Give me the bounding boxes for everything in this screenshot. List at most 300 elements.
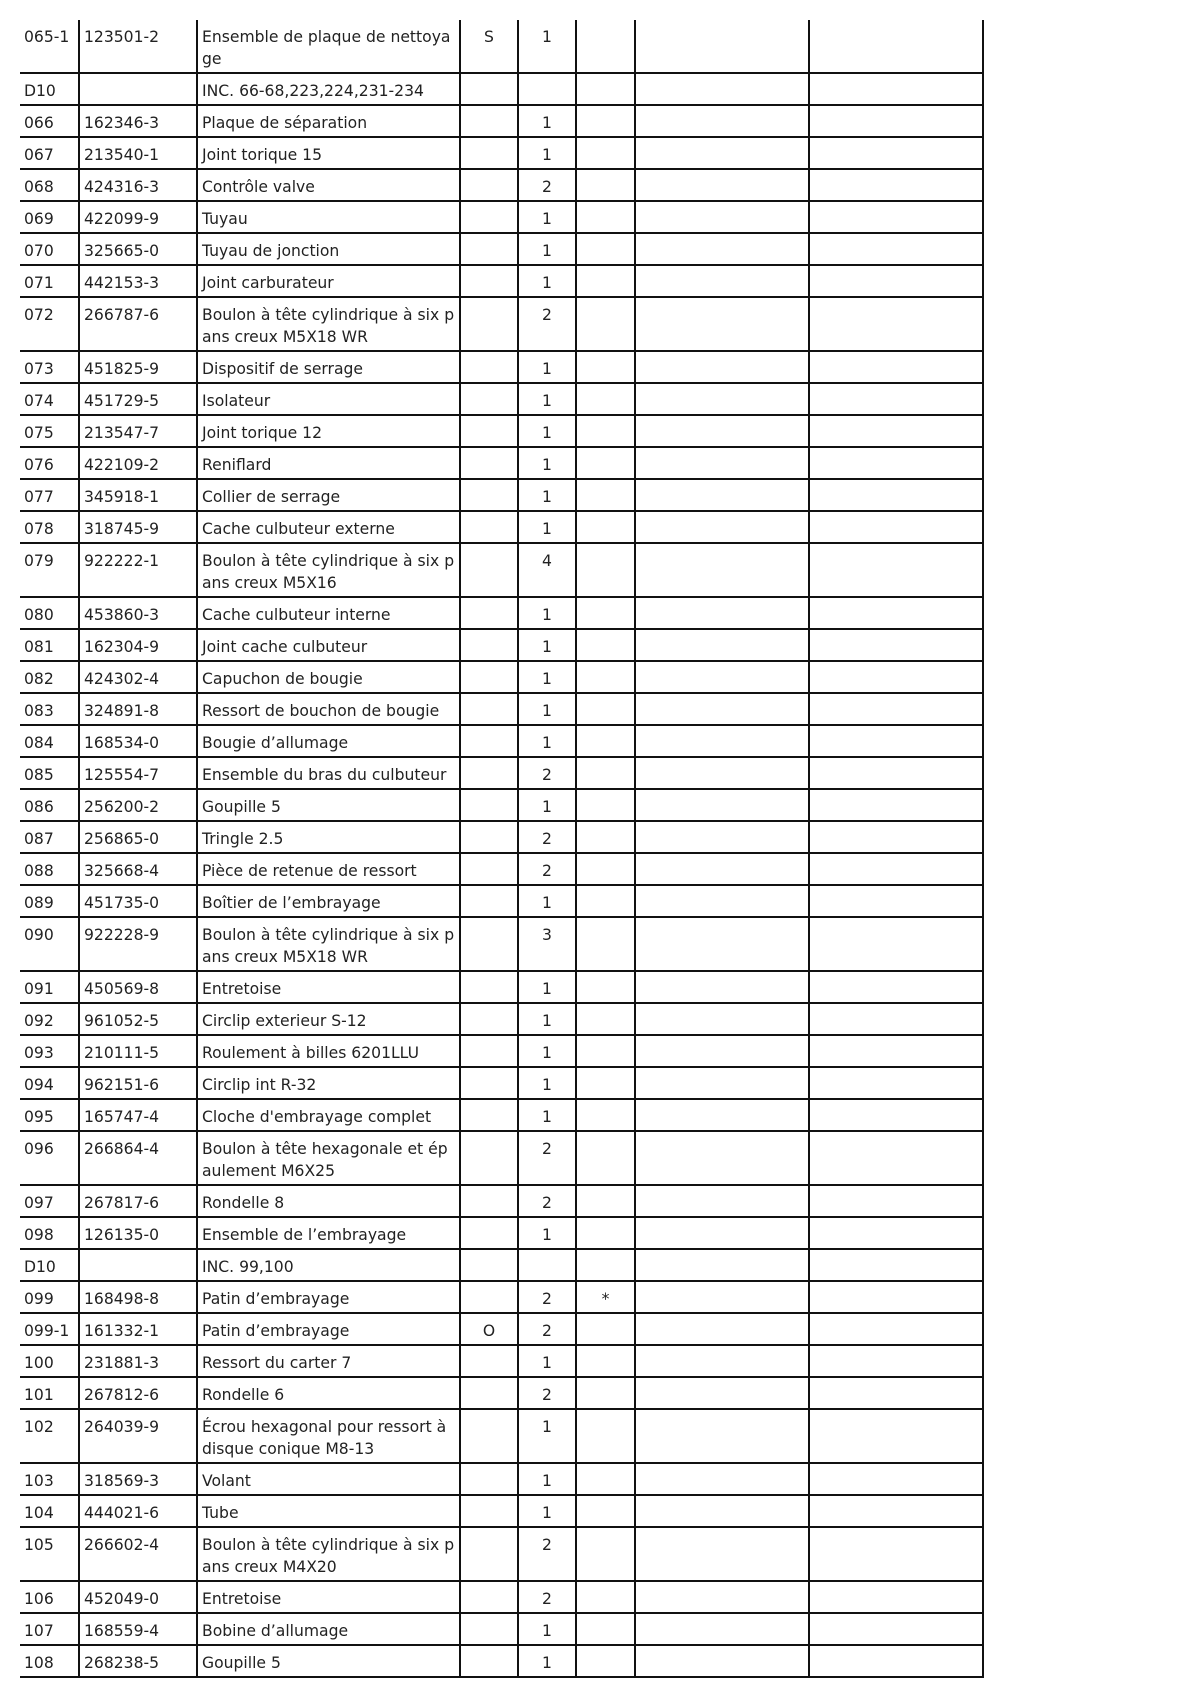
- item-number-cell: 083: [20, 693, 79, 725]
- empty-cell: [809, 917, 983, 971]
- empty-cell: [809, 1099, 983, 1131]
- empty-cell: [635, 297, 809, 351]
- quantity-cell: 1: [518, 201, 576, 233]
- part-number-cell: 422109-2: [79, 447, 197, 479]
- empty-cell: [635, 20, 809, 73]
- description-cell: Reniflard: [197, 447, 460, 479]
- table-row: [20, 971, 983, 1003]
- quantity-cell: 1: [518, 1099, 576, 1131]
- quantity-cell: 4: [518, 543, 576, 597]
- empty-cell: [635, 917, 809, 971]
- empty-cell: [809, 1131, 983, 1185]
- mark-cell: [576, 511, 635, 543]
- quantity-cell: 1: [518, 1345, 576, 1377]
- quantity-cell: 1: [518, 137, 576, 169]
- quantity-cell: [518, 1249, 576, 1281]
- quantity-cell: 2: [518, 1377, 576, 1409]
- item-number-cell: 108: [20, 1645, 79, 1677]
- empty-cell: [635, 1527, 809, 1581]
- empty-cell: [809, 661, 983, 693]
- empty-cell: [635, 853, 809, 885]
- empty-cell: [809, 1409, 983, 1463]
- table-row: [20, 693, 983, 725]
- parts-table-body: [20, 20, 983, 1677]
- quantity-cell: 3: [518, 917, 576, 971]
- empty-cell: [635, 661, 809, 693]
- mark-cell: [576, 1645, 635, 1677]
- part-number-cell: 162346-3: [79, 105, 197, 137]
- table-row: [20, 383, 983, 415]
- mark-cell: [576, 1313, 635, 1345]
- mark-cell: [576, 971, 635, 1003]
- item-number-cell: 096: [20, 1131, 79, 1185]
- part-number-cell: 325665-0: [79, 233, 197, 265]
- table-row: [20, 1527, 983, 1581]
- part-number-cell: 452049-0: [79, 1581, 197, 1613]
- quantity-cell: 1: [518, 447, 576, 479]
- quantity-cell: 2: [518, 169, 576, 201]
- quantity-cell: 1: [518, 1463, 576, 1495]
- item-number-cell: 107: [20, 1613, 79, 1645]
- part-number-cell: 318745-9: [79, 511, 197, 543]
- code-cell: [460, 917, 518, 971]
- table-row: [20, 351, 983, 383]
- mark-cell: [576, 447, 635, 479]
- quantity-cell: 1: [518, 1035, 576, 1067]
- empty-cell: [635, 265, 809, 297]
- item-number-cell: 097: [20, 1185, 79, 1217]
- mark-cell: *: [576, 1281, 635, 1313]
- empty-cell: [809, 885, 983, 917]
- empty-cell: [635, 1067, 809, 1099]
- empty-cell: [635, 757, 809, 789]
- item-number-cell: 075: [20, 415, 79, 447]
- empty-cell: [635, 971, 809, 1003]
- item-number-cell: 098: [20, 1217, 79, 1249]
- part-number-cell: 213540-1: [79, 137, 197, 169]
- item-number-cell: 072: [20, 297, 79, 351]
- empty-cell: [809, 543, 983, 597]
- part-number-cell: 210111-5: [79, 1035, 197, 1067]
- item-number-cell: 082: [20, 661, 79, 693]
- empty-cell: [809, 1281, 983, 1313]
- empty-cell: [809, 73, 983, 105]
- empty-cell: [809, 233, 983, 265]
- code-cell: [460, 1281, 518, 1313]
- item-number-cell: 081: [20, 629, 79, 661]
- table-row: [20, 1281, 983, 1313]
- part-number-cell: 345918-1: [79, 479, 197, 511]
- empty-cell: [809, 1345, 983, 1377]
- description-cell: Ressort du carter 7: [197, 1345, 460, 1377]
- part-number-cell: 453860-3: [79, 597, 197, 629]
- mark-cell: [576, 1527, 635, 1581]
- quantity-cell: 1: [518, 1409, 576, 1463]
- part-number-cell: 422099-9: [79, 201, 197, 233]
- code-cell: [460, 629, 518, 661]
- empty-cell: [635, 1409, 809, 1463]
- mark-cell: [576, 821, 635, 853]
- code-cell: [460, 725, 518, 757]
- item-number-cell: 089: [20, 885, 79, 917]
- code-cell: [460, 789, 518, 821]
- part-number-cell: 264039-9: [79, 1409, 197, 1463]
- item-number-cell: 094: [20, 1067, 79, 1099]
- empty-cell: [635, 383, 809, 415]
- table-row: [20, 1409, 983, 1463]
- part-number-cell: 444021-6: [79, 1495, 197, 1527]
- description-cell: Plaque de séparation: [197, 105, 460, 137]
- code-cell: [460, 105, 518, 137]
- table-row: [20, 1217, 983, 1249]
- part-number-cell: 162304-9: [79, 629, 197, 661]
- empty-cell: [635, 629, 809, 661]
- description-cell: Joint torique 12: [197, 415, 460, 447]
- item-number-cell: 078: [20, 511, 79, 543]
- quantity-cell: 2: [518, 1581, 576, 1613]
- mark-cell: [576, 479, 635, 511]
- item-number-cell: 087: [20, 821, 79, 853]
- code-cell: [460, 1249, 518, 1281]
- part-number-cell: 168559-4: [79, 1613, 197, 1645]
- code-cell: [460, 693, 518, 725]
- part-number-cell: 125554-7: [79, 757, 197, 789]
- table-row: [20, 1495, 983, 1527]
- code-cell: [460, 73, 518, 105]
- empty-cell: [635, 137, 809, 169]
- empty-cell: [809, 201, 983, 233]
- code-cell: S: [460, 20, 518, 73]
- code-cell: [460, 137, 518, 169]
- part-number-cell: 962151-6: [79, 1067, 197, 1099]
- part-number-cell: 450569-8: [79, 971, 197, 1003]
- table-row: [20, 885, 983, 917]
- part-number-cell: 451729-5: [79, 383, 197, 415]
- empty-cell: [635, 543, 809, 597]
- empty-cell: [809, 693, 983, 725]
- empty-cell: [635, 1099, 809, 1131]
- mark-cell: [576, 265, 635, 297]
- empty-cell: [809, 1377, 983, 1409]
- item-number-cell: 104: [20, 1495, 79, 1527]
- table-row: [20, 725, 983, 757]
- empty-cell: [635, 1217, 809, 1249]
- quantity-cell: 2: [518, 1527, 576, 1581]
- description-cell: Ressort de bouchon de bougie: [197, 693, 460, 725]
- description-cell: Goupille 5: [197, 789, 460, 821]
- code-cell: O: [460, 1313, 518, 1345]
- empty-cell: [635, 1281, 809, 1313]
- empty-cell: [635, 447, 809, 479]
- quantity-cell: 2: [518, 1185, 576, 1217]
- mark-cell: [576, 597, 635, 629]
- empty-cell: [635, 597, 809, 629]
- empty-cell: [635, 1377, 809, 1409]
- mark-cell: [576, 20, 635, 73]
- code-cell: [460, 1099, 518, 1131]
- quantity-cell: 2: [518, 1131, 576, 1185]
- table-row: [20, 1345, 983, 1377]
- empty-cell: [635, 1645, 809, 1677]
- mark-cell: [576, 1249, 635, 1281]
- mark-cell: [576, 1067, 635, 1099]
- table-row: [20, 1131, 983, 1185]
- code-cell: [460, 1527, 518, 1581]
- empty-cell: [809, 1067, 983, 1099]
- mark-cell: [576, 1495, 635, 1527]
- quantity-cell: 1: [518, 789, 576, 821]
- code-cell: [460, 1377, 518, 1409]
- item-number-cell: 066: [20, 105, 79, 137]
- mark-cell: [576, 789, 635, 821]
- code-cell: [460, 821, 518, 853]
- item-number-cell: 103: [20, 1463, 79, 1495]
- part-number-cell: 213547-7: [79, 415, 197, 447]
- part-number-cell: 168534-0: [79, 725, 197, 757]
- empty-cell: [809, 1249, 983, 1281]
- description-cell: Contrôle valve: [197, 169, 460, 201]
- mark-cell: [576, 757, 635, 789]
- description-cell: Rondelle 6: [197, 1377, 460, 1409]
- item-number-cell: 105: [20, 1527, 79, 1581]
- code-cell: [460, 351, 518, 383]
- description-cell: Goupille 5: [197, 1645, 460, 1677]
- part-number-cell: 267812-6: [79, 1377, 197, 1409]
- mark-cell: [576, 693, 635, 725]
- table-row: [20, 661, 983, 693]
- description-cell: Capuchon de bougie: [197, 661, 460, 693]
- empty-cell: [635, 1581, 809, 1613]
- empty-cell: [635, 725, 809, 757]
- empty-cell: [809, 1613, 983, 1645]
- mark-cell: [576, 233, 635, 265]
- code-cell: [460, 233, 518, 265]
- code-cell: [460, 511, 518, 543]
- empty-cell: [809, 447, 983, 479]
- quantity-cell: 1: [518, 1613, 576, 1645]
- empty-cell: [635, 1495, 809, 1527]
- item-number-cell: 067: [20, 137, 79, 169]
- empty-cell: [809, 725, 983, 757]
- empty-cell: [809, 1581, 983, 1613]
- empty-cell: [635, 1131, 809, 1185]
- empty-cell: [635, 233, 809, 265]
- description-cell: Ensemble du bras du culbuteur: [197, 757, 460, 789]
- empty-cell: [635, 73, 809, 105]
- quantity-cell: 2: [518, 853, 576, 885]
- mark-cell: [576, 351, 635, 383]
- table-row: [20, 1377, 983, 1409]
- part-number-cell: [79, 73, 197, 105]
- empty-cell: [809, 853, 983, 885]
- part-number-cell: 123501-2: [79, 20, 197, 73]
- item-number-cell: 093: [20, 1035, 79, 1067]
- code-cell: [460, 1185, 518, 1217]
- empty-cell: [809, 1463, 983, 1495]
- part-number-cell: 451735-0: [79, 885, 197, 917]
- quantity-cell: 1: [518, 661, 576, 693]
- empty-cell: [635, 479, 809, 511]
- table-row: [20, 543, 983, 597]
- part-number-cell: 268238-5: [79, 1645, 197, 1677]
- description-cell: Pièce de retenue de ressort: [197, 853, 460, 885]
- empty-cell: [635, 169, 809, 201]
- code-cell: [460, 1067, 518, 1099]
- table-row: [20, 1249, 983, 1281]
- description-cell: Circlip exterieur S-12: [197, 1003, 460, 1035]
- mark-cell: [576, 137, 635, 169]
- code-cell: [460, 1035, 518, 1067]
- description-cell: Dispositif de serrage: [197, 351, 460, 383]
- quantity-cell: 1: [518, 383, 576, 415]
- table-row: [20, 1313, 983, 1345]
- code-cell: [460, 1581, 518, 1613]
- code-cell: [460, 1345, 518, 1377]
- description-cell: Isolateur: [197, 383, 460, 415]
- table-row: [20, 1645, 983, 1677]
- code-cell: [460, 661, 518, 693]
- table-row: [20, 73, 983, 105]
- empty-cell: [635, 885, 809, 917]
- part-number-cell: 266787-6: [79, 297, 197, 351]
- description-cell: Joint cache culbuteur: [197, 629, 460, 661]
- description-cell: Tube: [197, 1495, 460, 1527]
- empty-cell: [809, 1185, 983, 1217]
- code-cell: [460, 383, 518, 415]
- empty-cell: [809, 971, 983, 1003]
- item-number-cell: 070: [20, 233, 79, 265]
- empty-cell: [635, 1185, 809, 1217]
- empty-cell: [809, 137, 983, 169]
- quantity-cell: 1: [518, 629, 576, 661]
- empty-cell: [635, 693, 809, 725]
- quantity-cell: 1: [518, 351, 576, 383]
- quantity-cell: 2: [518, 297, 576, 351]
- table-row: [20, 201, 983, 233]
- empty-cell: [809, 169, 983, 201]
- item-number-cell: 073: [20, 351, 79, 383]
- table-row: [20, 511, 983, 543]
- empty-cell: [809, 415, 983, 447]
- description-cell: Bougie d’allumage: [197, 725, 460, 757]
- table-row: [20, 20, 983, 73]
- description-cell: Tuyau de jonction: [197, 233, 460, 265]
- description-cell: Cache culbuteur externe: [197, 511, 460, 543]
- description-cell: Tuyau: [197, 201, 460, 233]
- item-number-cell: 069: [20, 201, 79, 233]
- quantity-cell: 1: [518, 597, 576, 629]
- description-cell: Entretoise: [197, 971, 460, 1003]
- empty-cell: [635, 511, 809, 543]
- part-number-cell: 256200-2: [79, 789, 197, 821]
- table-row: [20, 447, 983, 479]
- description-cell: Roulement à billes 6201LLU: [197, 1035, 460, 1067]
- empty-cell: [809, 597, 983, 629]
- mark-cell: [576, 169, 635, 201]
- part-number-cell: 256865-0: [79, 821, 197, 853]
- table-row: [20, 821, 983, 853]
- item-number-cell: 074: [20, 383, 79, 415]
- part-number-cell: 318569-3: [79, 1463, 197, 1495]
- item-number-cell: D10: [20, 73, 79, 105]
- code-cell: [460, 1131, 518, 1185]
- item-number-cell: 091: [20, 971, 79, 1003]
- empty-cell: [635, 201, 809, 233]
- item-number-cell: 099-1: [20, 1313, 79, 1345]
- item-number-cell: 090: [20, 917, 79, 971]
- code-cell: [460, 853, 518, 885]
- empty-cell: [809, 479, 983, 511]
- empty-cell: [635, 1035, 809, 1067]
- code-cell: [460, 201, 518, 233]
- empty-cell: [809, 105, 983, 137]
- description-cell: Volant: [197, 1463, 460, 1495]
- description-cell: INC. 99,100: [197, 1249, 460, 1281]
- mark-cell: [576, 1035, 635, 1067]
- mark-cell: [576, 1131, 635, 1185]
- code-cell: [460, 265, 518, 297]
- description-cell: Boulon à tête cylindrique à six pans creux M5X18 WR: [197, 917, 460, 971]
- empty-cell: [635, 1613, 809, 1645]
- quantity-cell: 1: [518, 693, 576, 725]
- description-cell: Boulon à tête hexagonale et épaulement M6X25: [197, 1131, 460, 1185]
- table-row: [20, 1581, 983, 1613]
- item-number-cell: 085: [20, 757, 79, 789]
- empty-cell: [635, 1249, 809, 1281]
- mark-cell: [576, 1003, 635, 1035]
- table-row: [20, 1613, 983, 1645]
- mark-cell: [576, 661, 635, 693]
- item-number-cell: 088: [20, 853, 79, 885]
- item-number-cell: 079: [20, 543, 79, 597]
- mark-cell: [576, 73, 635, 105]
- quantity-cell: [518, 73, 576, 105]
- part-number-cell: 922228-9: [79, 917, 197, 971]
- code-cell: [460, 415, 518, 447]
- code-cell: [460, 169, 518, 201]
- description-cell: Ensemble de plaque de nettoyage: [197, 20, 460, 73]
- empty-cell: [809, 629, 983, 661]
- item-number-cell: D10: [20, 1249, 79, 1281]
- description-cell: Tringle 2.5: [197, 821, 460, 853]
- table-row: [20, 629, 983, 661]
- description-cell: INC. 66-68,223,224,231-234: [197, 73, 460, 105]
- table-row: [20, 1067, 983, 1099]
- description-cell: Bobine d’allumage: [197, 1613, 460, 1645]
- quantity-cell: 1: [518, 233, 576, 265]
- empty-cell: [809, 821, 983, 853]
- item-number-cell: 086: [20, 789, 79, 821]
- empty-cell: [809, 265, 983, 297]
- empty-cell: [809, 1495, 983, 1527]
- quantity-cell: 2: [518, 1281, 576, 1313]
- part-number-cell: 961052-5: [79, 1003, 197, 1035]
- table-row: [20, 597, 983, 629]
- table-row: [20, 479, 983, 511]
- item-number-cell: 100: [20, 1345, 79, 1377]
- empty-cell: [635, 351, 809, 383]
- mark-cell: [576, 383, 635, 415]
- description-cell: Circlip int R-32: [197, 1067, 460, 1099]
- quantity-cell: 2: [518, 821, 576, 853]
- table-row: [20, 1035, 983, 1067]
- item-number-cell: 092: [20, 1003, 79, 1035]
- mark-cell: [576, 853, 635, 885]
- empty-cell: [635, 1345, 809, 1377]
- empty-cell: [809, 297, 983, 351]
- item-number-cell: 099: [20, 1281, 79, 1313]
- item-number-cell: 065-1: [20, 20, 79, 73]
